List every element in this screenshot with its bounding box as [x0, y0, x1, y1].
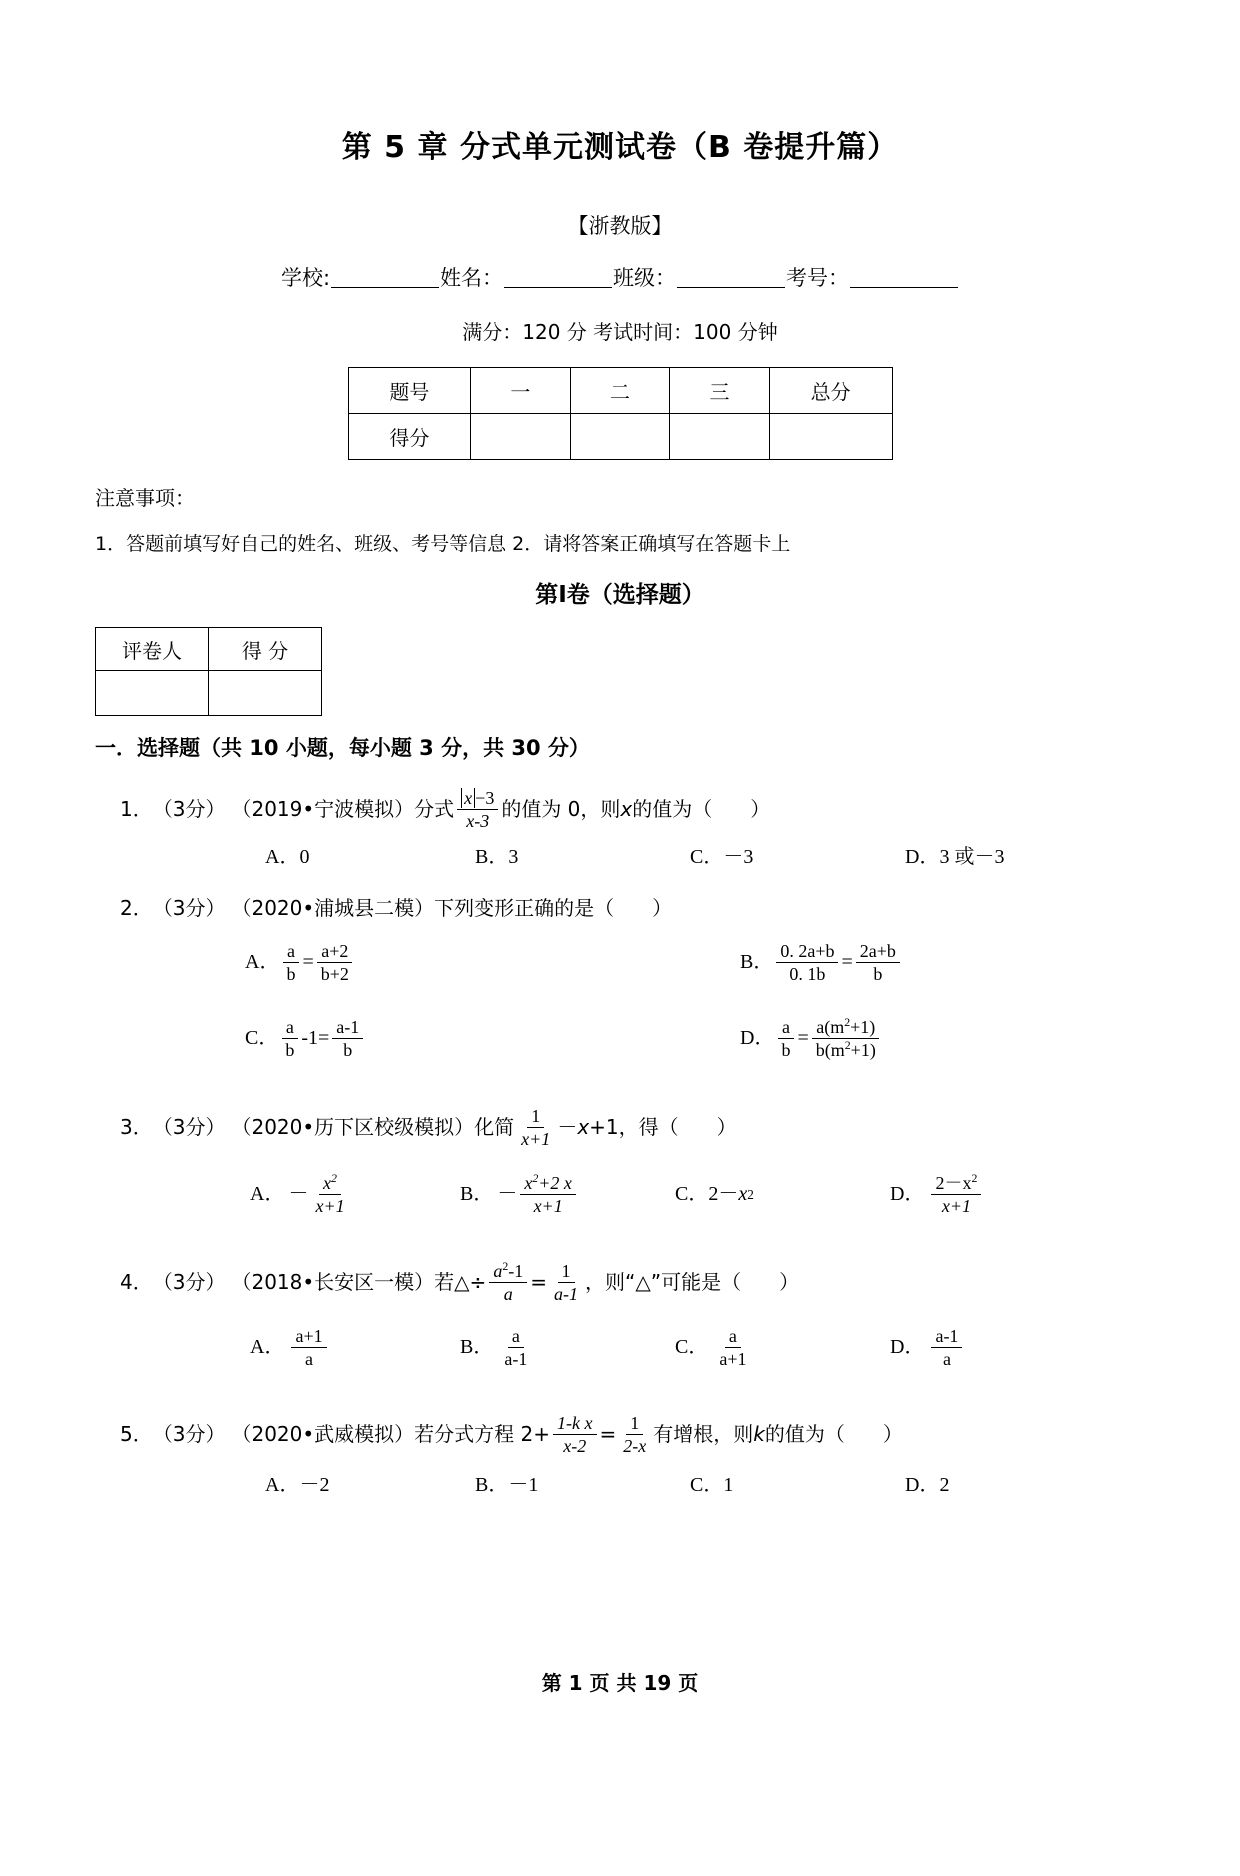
q1-lead: 分式 [414, 797, 455, 822]
q3-number: 3． [120, 1115, 153, 1140]
question-2-stem [120, 898, 1240, 919]
q2-text: 下列变形正确的是（ [434, 896, 615, 921]
q3-a-frac: $\frac{x^2}{x+1}$ [315, 1171, 345, 1217]
q5-tail: 有增根，则 [653, 1422, 754, 1447]
q2-option-d[interactable] [740, 1014, 1130, 1060]
q1-option-d[interactable]: D．3 或－3 [905, 846, 1005, 869]
examno-label: 考号： [786, 266, 850, 290]
score-col-total: 总分 [769, 368, 892, 414]
abs-bar: x [461, 788, 475, 808]
table-row [96, 671, 322, 716]
q4-option-b-label: B． [460, 1336, 494, 1359]
score-table [348, 367, 893, 460]
q2-a-frac-2: $\frac{a+2}{b+2}$ [317, 941, 353, 984]
q5-equals: = [599, 1422, 617, 1447]
q5-source: （2020•武威模拟） [231, 1422, 415, 1447]
q1-denominator: x-3 [466, 811, 490, 832]
q2-option-b-label: B． [740, 951, 774, 974]
q2-option-b[interactable] [740, 941, 1130, 984]
q1-tail2: 的值为（ [632, 797, 713, 822]
grader-name-cell[interactable] [96, 671, 209, 716]
q5-tail2: 的值为（ [764, 1422, 845, 1447]
q1-number: 1． [120, 797, 153, 822]
score-col-2: 二 [570, 368, 670, 414]
q3-tail: ，得（ [618, 1115, 679, 1140]
grader-score-label: 得 分 [209, 628, 322, 671]
q1-option-c[interactable]: C．－3 [690, 846, 754, 869]
q4-option-a-label: A． [250, 1336, 285, 1359]
notes-body: 1．答题前填写好自己的姓名、班级、考号等信息 2．请将答案正确填写在答题卡上 [95, 533, 791, 555]
q2-b-frac-2: $\frac{2a+b}{b}$ [856, 941, 900, 984]
q4-source: （2018•长安区一模） [231, 1269, 435, 1294]
q4-fraction-1: $\frac{a^2-1}{a}$ [489, 1261, 527, 1304]
q2-a-equals: = [302, 951, 314, 974]
q3-variable: x [577, 1115, 590, 1140]
exam-page [0, 122, 1240, 1876]
q2-b-equals: = [841, 951, 853, 974]
q2-d-frac-1: $\frac{a}{b}$ [777, 1017, 794, 1060]
section-heading: 第Ⅰ卷（选择题） [535, 582, 705, 608]
q4-option-c[interactable] [675, 1326, 890, 1369]
score-cell-total[interactable] [769, 414, 892, 460]
q3-option-a[interactable] [250, 1173, 460, 1216]
student-info-line [0, 262, 1240, 292]
score-cell-1[interactable] [471, 414, 571, 460]
q3-points: （3分） [152, 1115, 226, 1140]
q5-points: （3分） [152, 1422, 226, 1447]
q5-variable: k [753, 1422, 765, 1447]
q2-source: （2020•浦城县二模） [231, 896, 435, 921]
q5-lead: 若分式方程 2+ [414, 1422, 551, 1447]
q2-option-d-label: D． [740, 1026, 775, 1049]
score-row-label-1: 题号 [348, 368, 471, 414]
q1-tail: 的值为 0，则 [501, 797, 621, 822]
q2-d-equals: = [797, 1026, 809, 1049]
question-3-options [250, 1173, 1240, 1216]
grader-table [95, 627, 322, 716]
q4-option-a[interactable] [250, 1326, 460, 1369]
q3-option-d[interactable] [890, 1173, 984, 1216]
q5-fraction-2: $\frac{1}{2-x}$ [623, 1413, 647, 1457]
q1-close: ） [750, 797, 771, 822]
question-3-stem [120, 1106, 1240, 1149]
q5-option-c[interactable]: C．1 [690, 1473, 734, 1496]
score-col-1: 一 [471, 368, 571, 414]
q2-d-frac-2: $\frac{a(m^2+1)}{b(m^2+1)}$ [812, 1017, 880, 1060]
q3-mid: － [557, 1115, 578, 1140]
exam-meta: 满分：120 分 考试时间：100 分钟 [462, 320, 778, 344]
name-blank[interactable] [504, 287, 612, 288]
q1-fraction [457, 788, 498, 831]
q2-option-c[interactable] [245, 1017, 635, 1060]
grader-score-cell[interactable] [209, 671, 322, 716]
q4-fraction-2: $\frac{1}{a-1}$ [554, 1260, 579, 1304]
q3-lead: 化简 [474, 1115, 515, 1140]
q3-b-frac: $\frac{x^2+2 x}{x+1}$ [520, 1173, 576, 1216]
q4-close: ） [779, 1269, 800, 1294]
table-row [348, 414, 892, 460]
q1-option-b[interactable]: B．3 [475, 846, 519, 869]
q3-a-sign: － [288, 1183, 309, 1206]
question-2 [120, 898, 1240, 1060]
question-5-stem [120, 1413, 1240, 1456]
score-table-wrap [0, 367, 1240, 460]
q4-option-d[interactable] [890, 1326, 965, 1369]
q3-option-c[interactable]: C．2－ x 2 [675, 1183, 754, 1206]
q5-option-b[interactable]: B．－1 [475, 1473, 539, 1496]
q3-option-c-label: C．2－ [675, 1183, 739, 1206]
q2-option-a-label: A． [245, 951, 280, 974]
class-label: 班级： [613, 266, 677, 290]
q4-c-frac: $\frac{a}{a+1}$ [719, 1325, 747, 1370]
page-footer: 第 1 页 共 19 页 [541, 1671, 699, 1695]
notes-title: 注意事项： [95, 486, 195, 510]
question-3 [120, 1106, 1240, 1217]
school-label: 学校: [280, 266, 331, 290]
q2-c-frac-1: $\frac{a}{b}$ [281, 1017, 298, 1060]
q4-option-c-label: C． [675, 1336, 709, 1359]
q3-b-sign: － [497, 1183, 518, 1206]
q1-source: （2019•宁波模拟） [231, 797, 415, 822]
question-2-options [245, 941, 1240, 1060]
q5-option-a[interactable]: A．－2 [265, 1473, 330, 1496]
q4-option-b[interactable] [460, 1326, 675, 1369]
score-row-label-2: 得分 [348, 414, 471, 460]
grader-label: 评卷人 [96, 628, 209, 671]
q2-a-frac-1: $\frac{a}{b}$ [282, 941, 299, 984]
question-5-options [265, 1475, 1240, 1496]
score-col-3: 三 [670, 368, 770, 414]
page-title: 第 5 章 分式单元测试卷（B 卷提升篇） [341, 130, 899, 165]
q1-numerator: x −3 [457, 788, 498, 810]
school-blank[interactable] [331, 287, 439, 288]
name-label: 姓名： [440, 266, 504, 290]
q5-option-d[interactable]: D．2 [905, 1473, 950, 1496]
question-1-stem [120, 788, 1240, 831]
table-row [96, 628, 322, 671]
q2-points: （3分） [152, 896, 226, 921]
q5-number: 5． [120, 1422, 153, 1447]
q3-option-a-label: A． [250, 1183, 285, 1206]
q4-points: （3分） [152, 1269, 226, 1294]
question-4-stem [120, 1258, 1240, 1304]
q3-option-b[interactable] [460, 1173, 675, 1216]
question-5 [120, 1413, 1240, 1495]
q4-number: 4． [120, 1269, 153, 1294]
q4-option-d-label: D． [890, 1336, 925, 1359]
q4-lead: 若△÷ [434, 1269, 487, 1294]
class-blank[interactable] [677, 287, 785, 288]
question-4-options [250, 1326, 1240, 1369]
question-4 [120, 1258, 1240, 1370]
q3-option-d-label: D． [890, 1183, 925, 1206]
q3-source: （2020•历下区校级模拟） [231, 1115, 475, 1140]
q3-fraction: $\frac{1}{x+1}$ [521, 1105, 551, 1150]
part-title: 一．选择题（共 10 小题，每小题 3 分，共 30 分） [95, 736, 590, 760]
q5-fraction-1: $\frac{\text{1-k x}}{x-2}$ [553, 1413, 596, 1456]
q2-options-row-1 [245, 941, 1240, 984]
score-cell-2[interactable] [570, 414, 670, 460]
q2-options-row-2 [245, 1014, 1240, 1060]
q2-c-mid: -1= [301, 1026, 330, 1049]
edition-label: 【浙教版】 [567, 214, 673, 238]
q2-option-c-label: C． [245, 1026, 279, 1049]
question-1-options [265, 847, 1240, 868]
q4-tail: ，则“△”可能是（ [585, 1269, 742, 1294]
q3-d-frac: $\frac{2-x^2}{x+1}$ [931, 1173, 981, 1216]
q1-option-a[interactable]: A．0 [265, 846, 310, 869]
q3-option-b-label: B． [460, 1183, 494, 1206]
table-row [348, 368, 892, 414]
q4-d-frac: $\frac{a-1}{a}$ [931, 1326, 962, 1369]
q5-close: ） [882, 1422, 903, 1447]
q3-close: ） [716, 1115, 737, 1140]
q4-equals: = [530, 1269, 548, 1294]
q2-option-a[interactable] [245, 941, 635, 984]
q2-b-frac-1: $\frac{0. 2a+b}{0. 1b}$ [776, 941, 838, 984]
q4-a-frac: $\frac{a+1}{a}$ [291, 1326, 326, 1369]
q1-points: （3分） [152, 797, 226, 822]
question-1 [120, 788, 1240, 868]
grader-table-wrap [95, 627, 1240, 716]
q4-b-frac: $\frac{a}{a-1}$ [504, 1325, 528, 1370]
q1-variable: x [620, 797, 633, 822]
q2-close: ） [652, 896, 673, 921]
q2-c-frac-2: $\frac{a-1}{b}$ [332, 1017, 363, 1060]
score-cell-3[interactable] [670, 414, 770, 460]
q2-number: 2． [120, 896, 153, 921]
examno-blank[interactable] [850, 287, 958, 288]
q3-plus: +1 [589, 1115, 619, 1140]
